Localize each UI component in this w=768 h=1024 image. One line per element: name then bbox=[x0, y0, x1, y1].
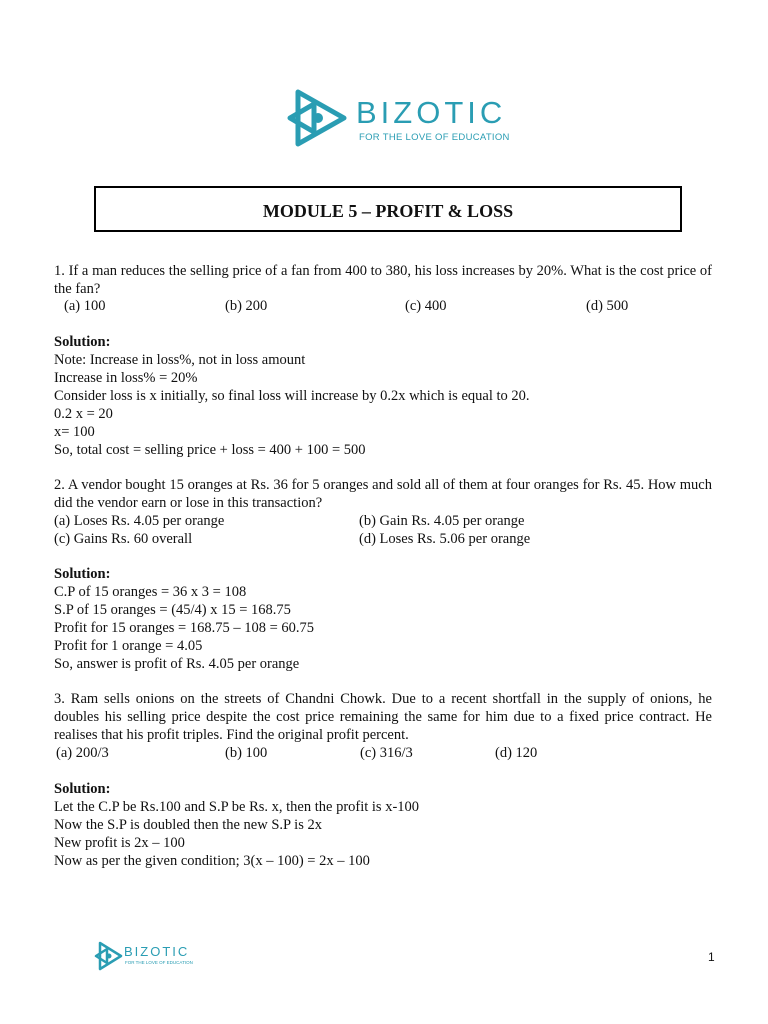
q2-solution-line: So, answer is profit of Rs. 4.05 per orange bbox=[54, 656, 300, 672]
q3-solution-line: Now the S.P is doubled then the new S.P is 2x bbox=[54, 817, 322, 833]
q1-solution-line: Consider loss is x initially, so final loss will increase by 0.2x which is equal to 20. bbox=[54, 388, 530, 404]
q1-solution-line: x= 100 bbox=[54, 424, 95, 440]
q1-option-d: (d) 500 bbox=[586, 298, 629, 314]
q1-solution-line: So, total cost = selling price + loss = 400 + 100 = 500 bbox=[54, 442, 366, 458]
q1-solution-line: 0.2 x = 20 bbox=[54, 406, 113, 422]
q2-solution-line: Profit for 15 oranges = 168.75 – 108 = 60.75 bbox=[54, 620, 315, 636]
q2-option-b: (b) Gain Rs. 4.05 per orange bbox=[359, 513, 525, 529]
question-2: 2. A vendor bought 15 oranges at Rs. 36 for 5 oranges and sold all of them at four oranges for Rs. 45. How much did the vendor earn or lose in this transaction? bbox=[54, 477, 712, 511]
q3-solution-label: Solution: bbox=[54, 781, 111, 797]
question-3: 3. Ram sells onions on the streets of Chandni Chowk. Due to a recent shortfall in the supply of onions, he doubles his selling price despite the cost price remaining the same for him due to a fixed price contract. He realises that his profit triples. Find the original profit percent. bbox=[54, 691, 712, 743]
q2-solution-label: Solution: bbox=[54, 566, 111, 582]
question-1: 1. If a man reduces the selling price of a fan from 400 to 380, his loss increases by 20%. What is the cost price of the fan? bbox=[54, 263, 712, 297]
q2-option-a: (a) Loses Rs. 4.05 per orange bbox=[54, 513, 225, 529]
brand-tagline: FOR THE LOVE OF EDUCATION bbox=[359, 132, 510, 143]
footer-brand-name: BIZOTIC bbox=[124, 944, 190, 959]
page-number: 1 bbox=[708, 950, 715, 964]
q3-solution-line: New profit is 2x – 100 bbox=[54, 835, 185, 851]
q3-option-d: (d) 120 bbox=[495, 745, 538, 761]
q2-option-c: (c) Gains Rs. 60 overall bbox=[54, 531, 193, 547]
q3-option-a: (a) 200/3 bbox=[56, 745, 109, 761]
page-title: MODULE 5 – PROFIT & LOSS bbox=[262, 201, 514, 221]
q2-solution-line: S.P of 15 oranges = (45/4) x 15 = 168.75 bbox=[54, 602, 291, 618]
q1-option-c: (c) 400 bbox=[405, 298, 447, 314]
brand-name: BIZOTIC bbox=[356, 95, 507, 130]
q3-solution-line: Let the C.P be Rs.100 and S.P be Rs. x, then the profit is x-100 bbox=[54, 799, 420, 815]
q1-solution-line: Note: Increase in loss%, not in loss amount bbox=[54, 352, 306, 368]
footer-brand-tagline: FOR THE LOVE OF EDUCATION bbox=[125, 960, 193, 965]
q3-solution-line: Now as per the given condition; 3(x – 100) = 2x – 100 bbox=[54, 853, 370, 869]
q3-option-b: (b) 100 bbox=[225, 745, 268, 761]
q2-option-d: (d) Loses Rs. 5.06 per orange bbox=[359, 531, 531, 547]
q2-solution-line: C.P of 15 oranges = 36 x 3 = 108 bbox=[54, 584, 247, 600]
q3-option-c: (c) 316/3 bbox=[360, 745, 413, 761]
q2-solution-line: Profit for 1 orange = 4.05 bbox=[54, 638, 203, 654]
q1-option-a: (a) 100 bbox=[64, 298, 106, 314]
q1-option-b: (b) 200 bbox=[225, 298, 268, 314]
q1-solution-label: Solution: bbox=[54, 334, 111, 350]
q1-solution-line: Increase in loss% = 20% bbox=[54, 370, 198, 386]
